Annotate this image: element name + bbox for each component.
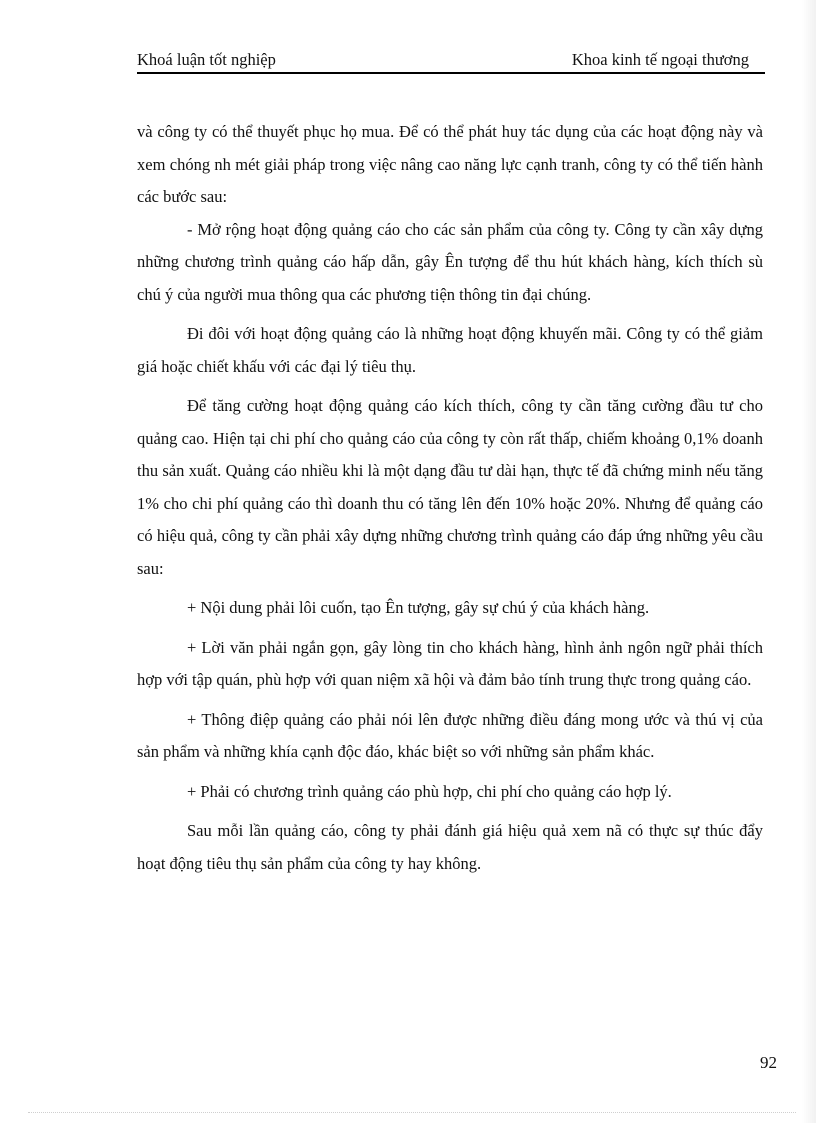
page-edge-shadow [802, 0, 816, 1123]
requirement-language: + Lời văn phải ngắn gọn, gây lòng tin cho khách hàng, hình ảnh ngôn ngữ phải thích hợp với tập quán, phù hợp với quan niệm xã hội và đảm bảo tính trung thực trong quảng cáo. [137, 637, 763, 689]
document-body [137, 116, 763, 880]
page-number: 92 [760, 1053, 777, 1072]
paragraph-evaluation: Sau mỗi lần quảng cáo, công ty phải đánh giá hiệu quả xem nã có thực sự thúc đẩy hoạt động tiêu thụ sản phẩm của công ty hay không. [137, 821, 763, 873]
page-header [137, 50, 765, 74]
paragraph-advertising-expansion: - Mở rộng hoạt động quảng cáo cho các sản phẩm của công ty. Công ty cần xây dựng những chương trình quảng cáo hấp dẫn, gây Ên tượng để thu hút khách hàng, kích thích sù chú ý của người mua thông qua các phương tiện thông tin đại chúng. [137, 219, 763, 304]
requirement-budget: + Phải có chương trình quảng cáo phù hợp, chi phí cho quảng cáo hợp lý. [187, 781, 672, 801]
faculty-name: Khoa kinh tế ngoại thương [571, 50, 749, 69]
requirement-message: + Thông điệp quảng cáo phải nói lên được những điều đáng mong ước và thú vị của sản phẩm và những khía cạnh độc đáo, khác biệt so với những sản phẩm khác. [137, 709, 763, 761]
paragraph-promotion: Đi đôi với hoạt động quảng cáo là những hoạt động khuyến mãi. Công ty có thể giảm giá hoặc chiết khấu với các đại lý tiêu thụ. [137, 324, 763, 376]
requirement-content: + Nội dung phải lôi cuốn, tạo Ên tượng, gây sự chú ý của khách hàng. [187, 598, 650, 617]
page-bottom-border [28, 1112, 796, 1113]
paragraph-continuation: và công ty có thể thuyết phục họ mua. Để có thể phát huy tác dụng của các hoạt động này và xem chóng nh mét giải pháp trong việc nâng cao năng lực cạnh tranh, công ty có thể tiến hành các bước sau: [137, 122, 763, 206]
paragraph-advertising-investment: Để tăng cường hoạt động quảng cáo kích thích, công ty cần tăng cường đầu tư cho quảng cao. Hiện tại chi phí cho quảng cáo của công ty còn rất thấp, chiếm khoảng 0,1% doanh thu sản xuất. Quảng cáo nhiều khi là một dạng đầu tư dài hạn, thực tế đã chứng minh nếu tăng 1% cho chi phí quảng cáo thì doanh thu có tăng lên đến 10% hoặc 20%. Nhưng để quảng cáo có hiệu quả, công ty cần phải xây dựng những chương trình quảng cáo đáp ứng những yêu cầu sau: [137, 396, 763, 578]
thesis-title: Khoá luận tốt nghiệp [137, 50, 276, 69]
